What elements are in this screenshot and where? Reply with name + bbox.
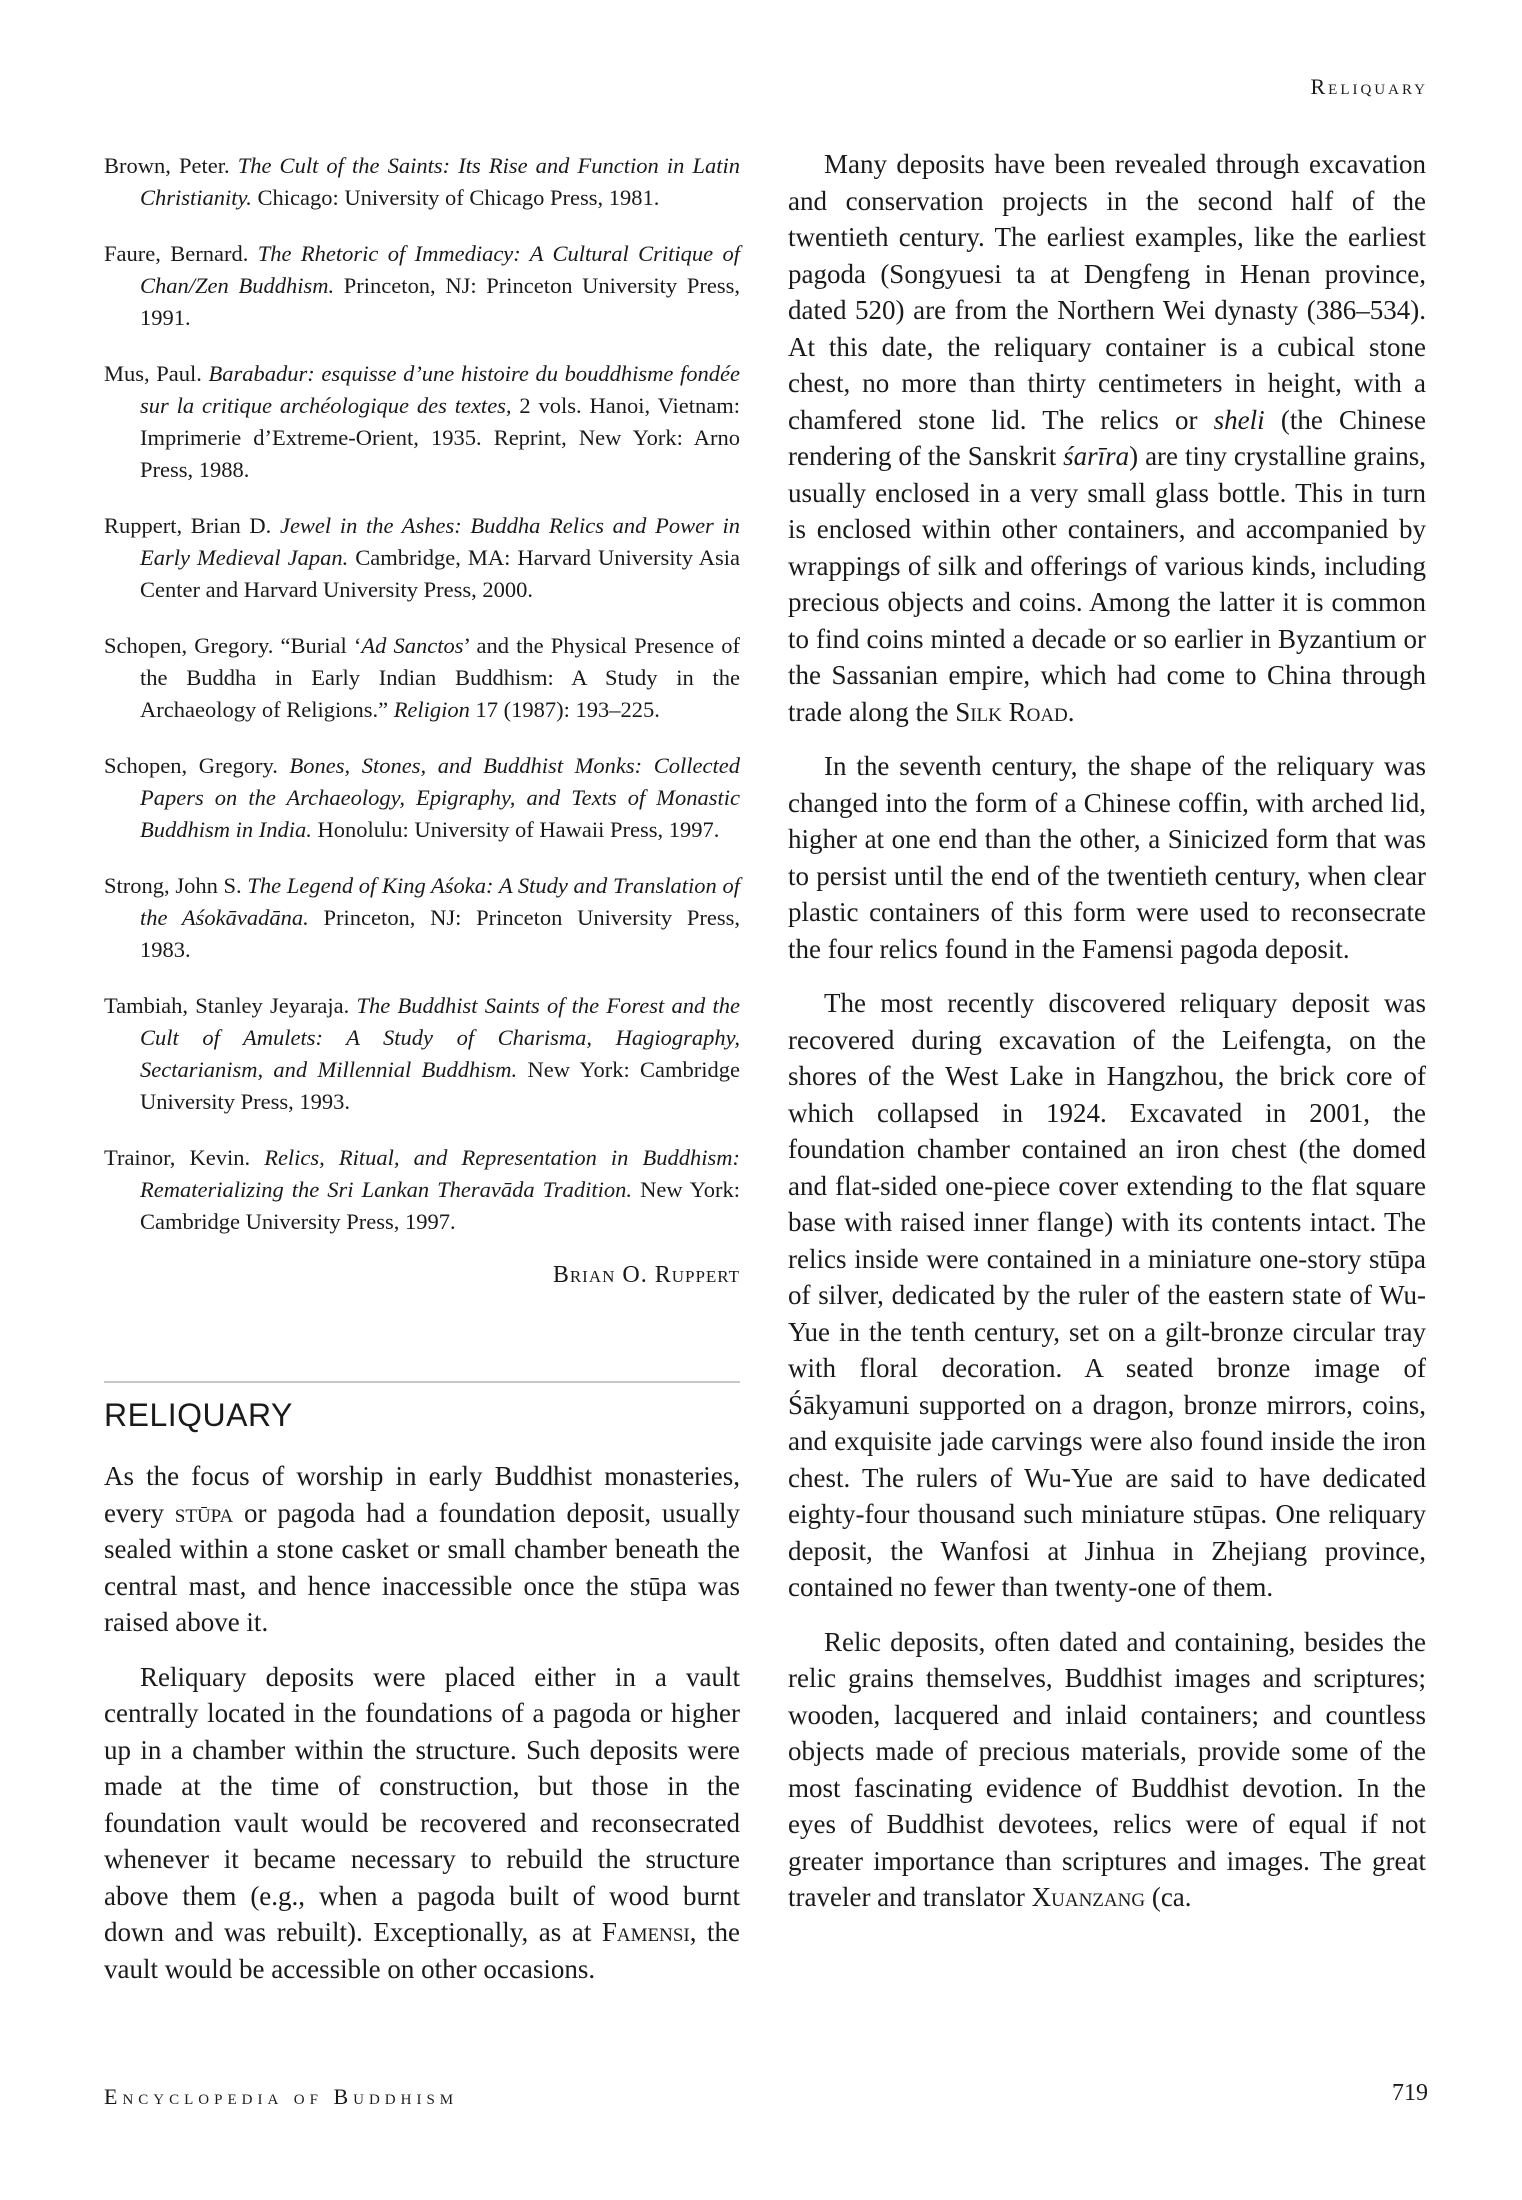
footer-book-title: Encyclopedia of Buddhism <box>104 2084 459 2109</box>
author-signature: Brian O. Ruppert <box>552 1262 740 1288</box>
cross-reference: stūpa <box>174 1497 234 1528</box>
bibliography-entry: Tambiah, Stanley Jeyaraja. The Buddhist Saints of the Forest and the Cult of Amulets: A Study of Charisma, Hagiography, Sectarianism, and Millennial Buddhism. New York: Cambridge University Press, 1993. <box>104 993 740 1114</box>
body-paragraph: Relic deposits, often dated and containing, besides the relic grains themselves, Buddhist images and scriptures; wooden, lacquered and inlaid containers; and countless objects made of precious materials, provide some of the most fascinating evidence of Buddhist devotion. In the eyes of Buddhist devotees, relics were of equal if not greater importance than scriptures and images. The great traveler and translator Xuanzang (ca. <box>788 1626 1426 1912</box>
body-paragraph: As the focus of worship in early Buddhist monasteries, every stūpa or pagoda had a foundation deposit, usually sealed within a stone casket or small chamber beneath the central mast, and hence inaccessible once the stūpa was raised above it. <box>104 1461 740 1637</box>
bibliography-entry: Strong, John S. The Legend of King Aśoka: A Study and Translation of the Aśokāvadāna. Princeton, NJ: Princeton University Press, 1983. <box>104 873 740 962</box>
cross-reference: Silk Road <box>955 696 1068 727</box>
bibliography-entry: Brown, Peter. The Cult of the Saints: Its Rise and Function in Latin Christianity. Chicago: University of Chicago Press, 1981. <box>104 153 740 210</box>
bibliography-entry: Faure, Bernard. The Rhetoric of Immediacy: A Cultural Critique of Chan/Zen Buddhism. Princeton, NJ: Princeton University Press, 1991. <box>104 241 741 330</box>
cross-reference: Famensi <box>601 1917 690 1947</box>
left-column <box>104 150 740 2005</box>
right-column <box>788 146 1426 1934</box>
bibliography-entry: Ruppert, Brian D. Jewel in the Ashes: Buddha Relics and Power in Early Medieval Japan. Cambridge, MA: Harvard University Asia Center and Harvard University Press, 2000. <box>104 513 740 602</box>
bibliography-entry: Schopen, Gregory. Bones, Stones, and Buddhist Monks: Collected Papers on the Archaeology, Epigraphy, and Texts of Monastic Buddhism in India. Honolulu: University of Hawaii Press, 1997. <box>104 753 740 842</box>
body-paragraph: The most recently discovered reliquary deposit was recovered during excavation of the Leifengta, on the shores of the West Lake in Hangzhou, the brick core of which collapsed in 1924. Excavated in 2001, the foundation chamber contained an iron chest (the domed and flat-sided one-piece cover extending to the flat square base with raised inner flange) with its contents intact. The relics inside were contained in a miniature one-story stūpa of silver, dedicated by the ruler of the eastern state of Wu-Yue in the tenth century, set on a gilt-bronze circular tray with floral decoration. A seated bronze image of Śākyamuni supported on a dragon, bronze mirrors, coins, and exquisite jade carvings were also found inside the iron chest. The rulers of Wu-Yue are said to have dedicated eighty-four thousand such miniature stūpas. One reliquary deposit, the Wanfosi at Jinhua in Zhejiang province, contained no fewer than twenty-one of them. <box>788 988 1426 1602</box>
body-paragraph: Many deposits have been revealed through excavation and conservation projects in the second half of the twentieth century. The earliest examples, like the earliest pagoda (Songyuesi ta at Dengfeng in Henan province, dated 520) are from the Northern Wei dynasty (386–534). At this date, the reliquary container is a cubical stone chest, no more than thirty centimeters in height, with a chamfered stone lid. The relics or sheli (the Chinese rendering of the Sanskrit śarīra) are tiny crystalline grains, usually enclosed in a very small glass bottle. This in turn is enclosed within other containers, and accompanied by wrappings of silk and offerings of various kinds, including precious objects and coins. Among the latter it is common to find coins minted a decade or so earlier in Byzantium or the Sassanian empire, which had come to China through trade along the Silk Road. <box>788 149 1426 727</box>
section-divider <box>104 1381 740 1383</box>
cross-reference: Xuanzang <box>1031 1882 1146 1912</box>
bibliography-entry: Trainor, Kevin. Relics, Ritual, and Representation in Buddhism: Rematerializing the Sri Lankan Theravāda Tradition. New York: Cambridge University Press, 1997. <box>104 1145 741 1234</box>
body-paragraph: In the seventh century, the shape of the reliquary was changed into the form of a Chinese coffin, with arched lid, higher at one end than the other, a Sinicized form that was to persist until the end of the twentieth century, when clear plastic containers of this form were used to reconsecrate the four relics found in the Famensi pagoda deposit. <box>788 751 1426 964</box>
bibliography-entry: Mus, Paul. Barabadur: esquisse d’une histoire du bouddhisme fondée sur la critique archéologique des textes, 2 vols. Hanoi, Vietnam: Imprimerie d’Extreme-Orient, 1935. Reprint, New York: Arno Press, 1988. <box>104 361 740 482</box>
entry-heading: RELIQUARY <box>104 1397 293 1433</box>
body-paragraph: Reliquary deposits were placed either in a vault centrally located in the foundations of a pagoda or higher up in a chamber within the structure. Such deposits were made at the time of construction, but those in the foundation vault would be recovered and reconsecrated whenever it became necessary to rebuild the structure above them (e.g., when a pagoda built of wood burnt down and was rebuilt). Exceptionally, as at Famensi, the vault would be accessible on other occasions. <box>104 1661 740 1984</box>
bibliography <box>104 150 740 1238</box>
running-head: Reliquary <box>1310 74 1428 99</box>
bibliography-entry: Schopen, Gregory. “Burial ‘Ad Sanctos’ and the Physical Presence of the Buddha in Early Indian Buddhism: A Study in the Archaeology of Religions.” Religion 17 (1987): 193–225. <box>104 633 741 722</box>
page-number: 719 <box>1392 2080 1428 2106</box>
